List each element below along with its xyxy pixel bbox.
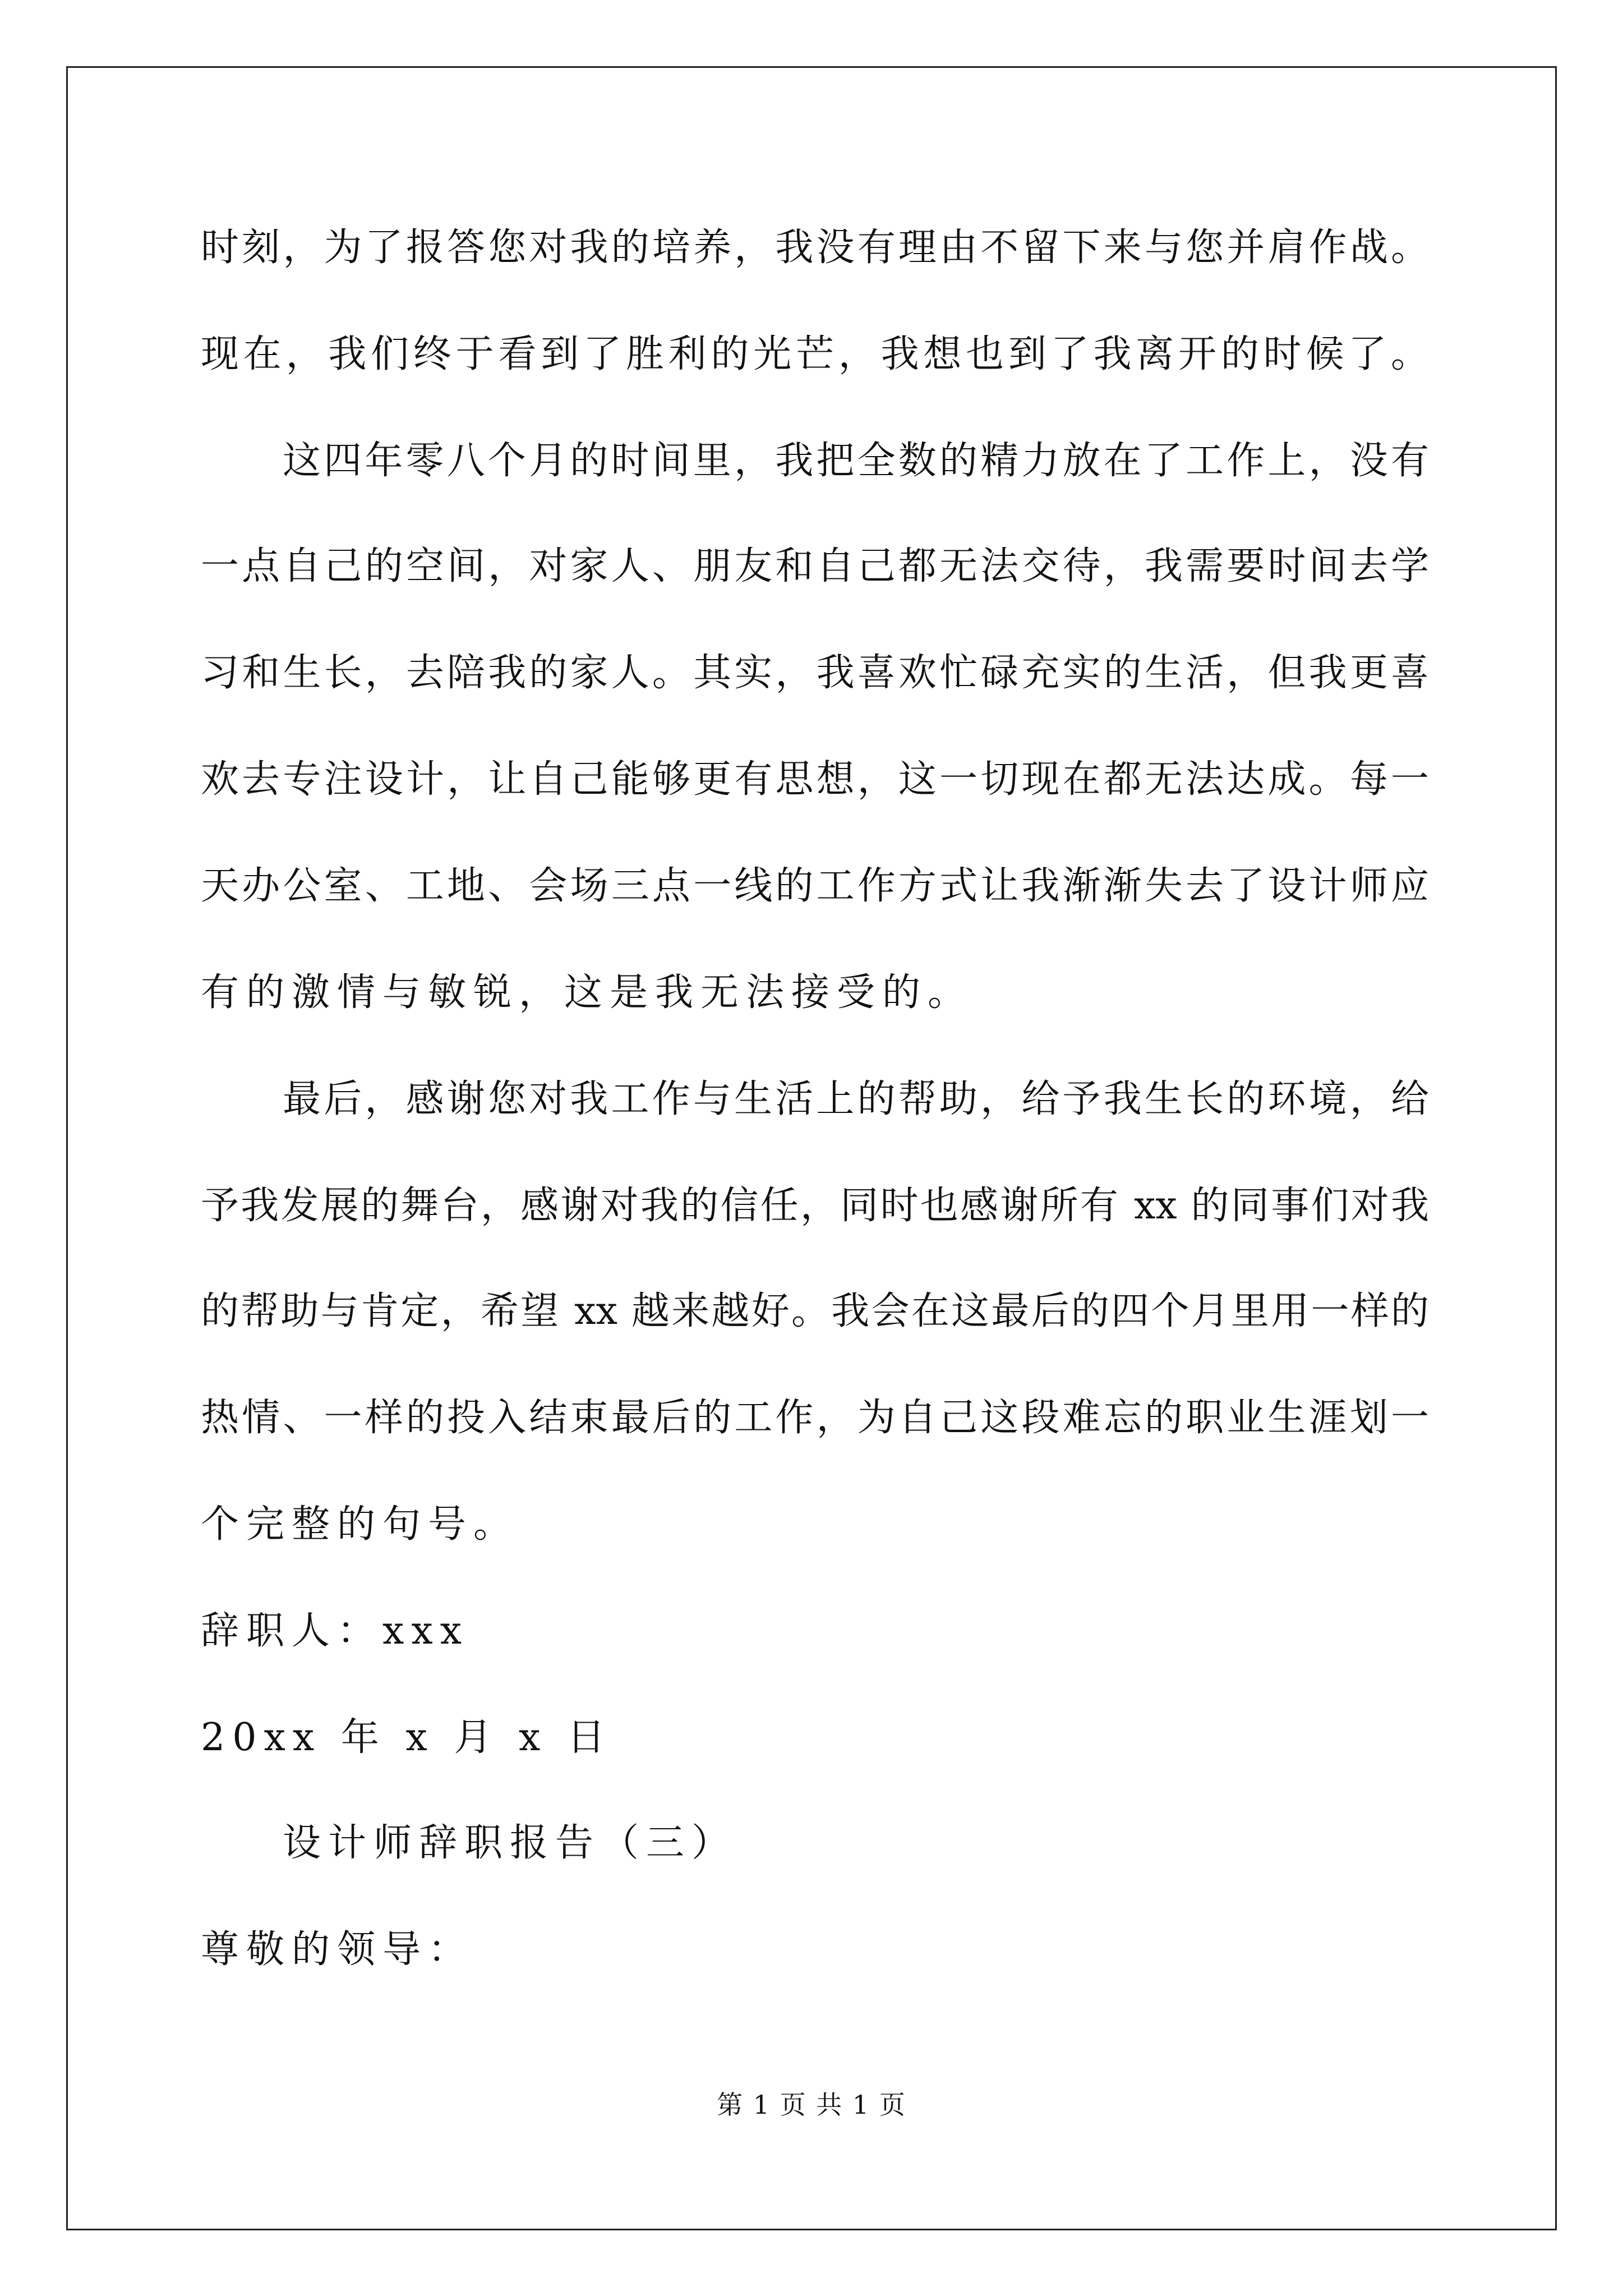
text-line: 最后，感谢您对我工作与生活上的帮助，给予我生长的环境，给 <box>283 1077 1429 1121</box>
text-line: 时刻，为了报答您对我的培养，我没有理由不留下来与您并肩作战。 <box>201 226 1429 270</box>
text-line: 热情、一样的投入结束最后的工作，为自己这段难忘的职业生涯划一 <box>201 1396 1429 1440</box>
salutation: 尊敬的领导： <box>201 1927 474 1972</box>
text-line: 习和生长，去陪我的家人。其实，我喜欢忙碌充实的生活，但我更喜 <box>201 651 1429 695</box>
text-line: 这四年零八个月的时间里，我把全数的精力放在了工作上，没有 <box>283 439 1429 483</box>
text-line: 欢去专注设计，让自己能够更有思想，这一切现在都无法达成。每一 <box>201 757 1429 802</box>
text-line: 的帮助与肯定，希望 xx 越来越好。我会在这最后的四个月里用一样的 <box>201 1289 1429 1333</box>
text-line: 天办公室、工地、会场三点一线的工作方式让我渐渐失去了设计师应 <box>201 864 1429 908</box>
page-footer: 第 1 页 共 1 页 <box>717 2090 906 2120</box>
section-title: 设计师辞职报告（三） <box>283 1821 737 1865</box>
text-line: 现在，我们终于看到了胜利的光芒，我想也到了我离开的时候了。 <box>201 332 1429 376</box>
page-border <box>66 66 1557 2230</box>
text-line: 有的激情与敏锐，这是我无法接受的。 <box>201 970 974 1015</box>
date-line: 20xx 年 x 月 x 日 <box>201 1715 613 1760</box>
text-line: 一点自己的空间，对家人、朋友和自己都无法交待，我需要时间去学 <box>201 544 1429 588</box>
text-line: 予我发展的舞台，感谢对我的信任，同时也感谢所有 xx 的同事们对我 <box>201 1184 1429 1228</box>
signature-line: 辞职人：xxx <box>201 1609 469 1653</box>
text-line: 个完整的句号。 <box>201 1502 519 1547</box>
